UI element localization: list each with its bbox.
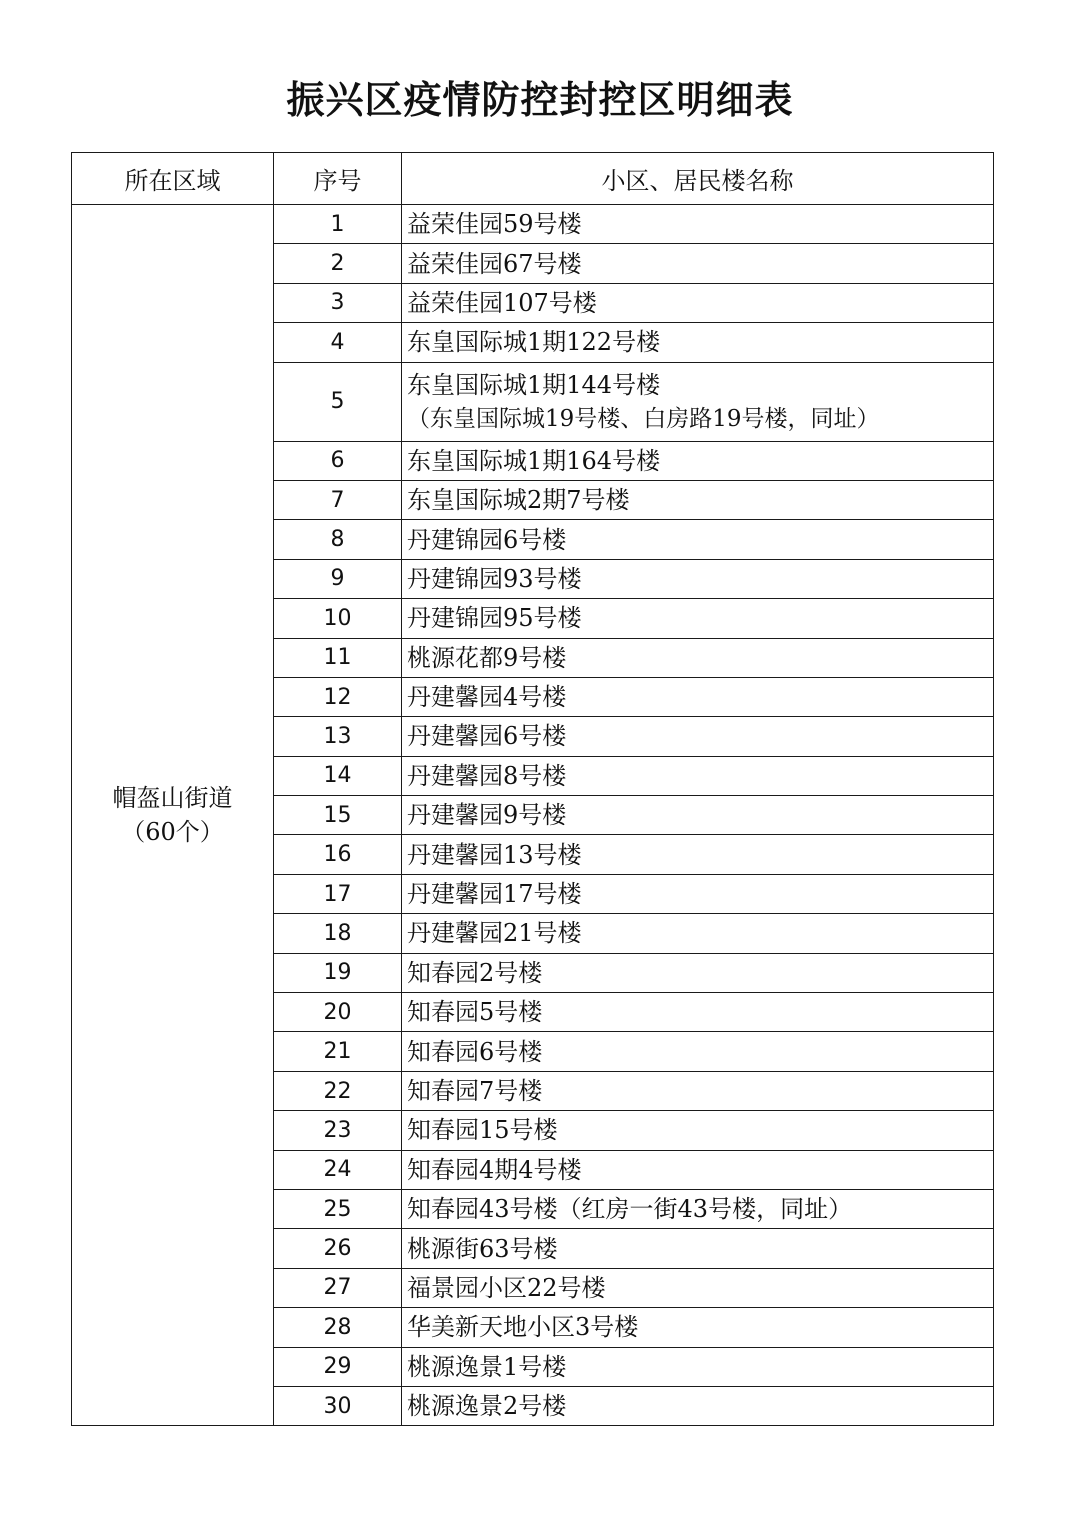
building-name-cell (402, 1111, 994, 1150)
building-name: 东皇国际城1期164号楼 (407, 446, 661, 475)
closure-area-table (71, 152, 994, 1426)
region-name: 帽盔山街道 (112, 784, 233, 813)
row-number: 24 (274, 1150, 402, 1189)
building-name-cell (402, 323, 994, 362)
building-name: 丹建馨园17号楼 (407, 880, 582, 909)
building-name-cell (402, 874, 994, 913)
row-number: 3 (274, 283, 402, 322)
building-name: 丹建锦园6号楼 (407, 525, 567, 554)
building-name-cell (402, 1032, 994, 1071)
building-name: 丹建馨园6号楼 (407, 722, 567, 751)
row-number: 25 (274, 1189, 402, 1228)
building-name-cell (402, 362, 994, 441)
building-name: 丹建馨园9号楼 (407, 801, 567, 830)
building-name: 丹建馨园21号楼 (407, 919, 582, 948)
row-number: 16 (274, 835, 402, 874)
row-number: 20 (274, 993, 402, 1032)
building-name-cell (402, 441, 994, 480)
building-name-cell (402, 993, 994, 1032)
row-number: 27 (274, 1268, 402, 1307)
building-name-cell (402, 914, 994, 953)
building-name: 东皇国际城1期144号楼 (407, 370, 661, 399)
row-number: 23 (274, 1111, 402, 1150)
building-name-cell (402, 244, 994, 283)
building-name-cell (402, 796, 994, 835)
column-header-region: 所在区域 (72, 153, 274, 205)
row-number: 2 (274, 244, 402, 283)
row-number: 4 (274, 323, 402, 362)
row-number: 10 (274, 599, 402, 638)
building-name: 桃源逸景1号楼 (407, 1352, 567, 1381)
region-count: （60个） (121, 818, 224, 847)
building-name-cell (402, 520, 994, 559)
building-name-cell (402, 1150, 994, 1189)
building-name-cell (402, 638, 994, 677)
building-name: 知春园4期4号楼 (407, 1155, 582, 1184)
page-title: 振兴区疫情防控封控区明细表 (286, 78, 794, 122)
building-name: 益荣佳园107号楼 (407, 288, 597, 317)
row-number: 30 (274, 1386, 402, 1425)
row-number: 1 (274, 205, 402, 244)
building-same-address-note: （东皇国际城19号楼、白房路19号楼，同址） (407, 405, 880, 432)
building-name-cell (402, 1189, 994, 1228)
row-number: 13 (274, 717, 402, 756)
building-name: 东皇国际城1期122号楼 (407, 328, 661, 357)
building-name: 桃源街63号楼 (407, 1234, 558, 1263)
building-name: 丹建馨园13号楼 (407, 840, 582, 869)
column-header-name: 小区、居民楼名称 (402, 153, 994, 205)
building-name-cell (402, 205, 994, 244)
row-number: 11 (274, 638, 402, 677)
building-name-cell (402, 1229, 994, 1268)
building-name: 东皇国际城2期7号楼 (407, 486, 630, 515)
building-name-cell (402, 559, 994, 598)
row-number: 12 (274, 677, 402, 716)
row-number: 18 (274, 914, 402, 953)
building-name: 知春园7号楼 (407, 1077, 543, 1105)
column-header-number: 序号 (274, 153, 402, 205)
building-name-cell (402, 480, 994, 519)
row-number: 6 (274, 441, 402, 480)
row-number: 29 (274, 1347, 402, 1386)
building-name-cell (402, 283, 994, 322)
building-name: 益荣佳园59号楼 (407, 210, 582, 239)
building-name: 桃源逸景2号楼 (407, 1392, 567, 1421)
region-cell (72, 205, 274, 1426)
building-name-cell (402, 599, 994, 638)
row-number: 26 (274, 1229, 402, 1268)
row-number: 8 (274, 520, 402, 559)
row-number: 17 (274, 874, 402, 913)
row-number: 21 (274, 1032, 402, 1071)
building-name: 知春园15号楼 (407, 1116, 558, 1145)
building-name: 丹建锦园95号楼 (407, 604, 582, 633)
building-name: 知春园6号楼 (407, 1037, 543, 1066)
row-number: 7 (274, 480, 402, 519)
building-name-cell (402, 756, 994, 795)
row-number: 5 (274, 362, 402, 441)
building-name: 丹建锦园93号楼 (407, 564, 582, 593)
building-name-cell (402, 835, 994, 874)
row-number: 19 (274, 953, 402, 992)
table-row (72, 205, 994, 244)
building-name-cell (402, 677, 994, 716)
building-name-cell (402, 1386, 994, 1425)
table-body (72, 205, 994, 1426)
building-name-cell (402, 1308, 994, 1347)
building-name-cell (402, 717, 994, 756)
row-number: 14 (274, 756, 402, 795)
building-name: 华美新天地小区3号楼 (407, 1313, 639, 1342)
row-number: 28 (274, 1308, 402, 1347)
building-name: 福景园小区22号楼 (407, 1273, 606, 1302)
building-name: 丹建馨园4号楼 (407, 683, 567, 712)
building-name: 知春园43号楼（红房一街43号楼，同址） (407, 1195, 853, 1224)
row-number: 9 (274, 559, 402, 598)
building-name: 益荣佳园67号楼 (407, 249, 582, 278)
building-name-cell (402, 1347, 994, 1386)
building-name: 知春园5号楼 (407, 998, 543, 1027)
building-name: 知春园2号楼 (407, 958, 543, 987)
table-header-row (72, 153, 994, 205)
building-name-cell (402, 953, 994, 992)
row-number: 22 (274, 1071, 402, 1110)
building-name-cell (402, 1071, 994, 1110)
row-number: 15 (274, 796, 402, 835)
building-name: 丹建馨园8号楼 (407, 761, 567, 790)
building-name-cell (402, 1268, 994, 1307)
building-name: 桃源花都9号楼 (407, 643, 567, 672)
